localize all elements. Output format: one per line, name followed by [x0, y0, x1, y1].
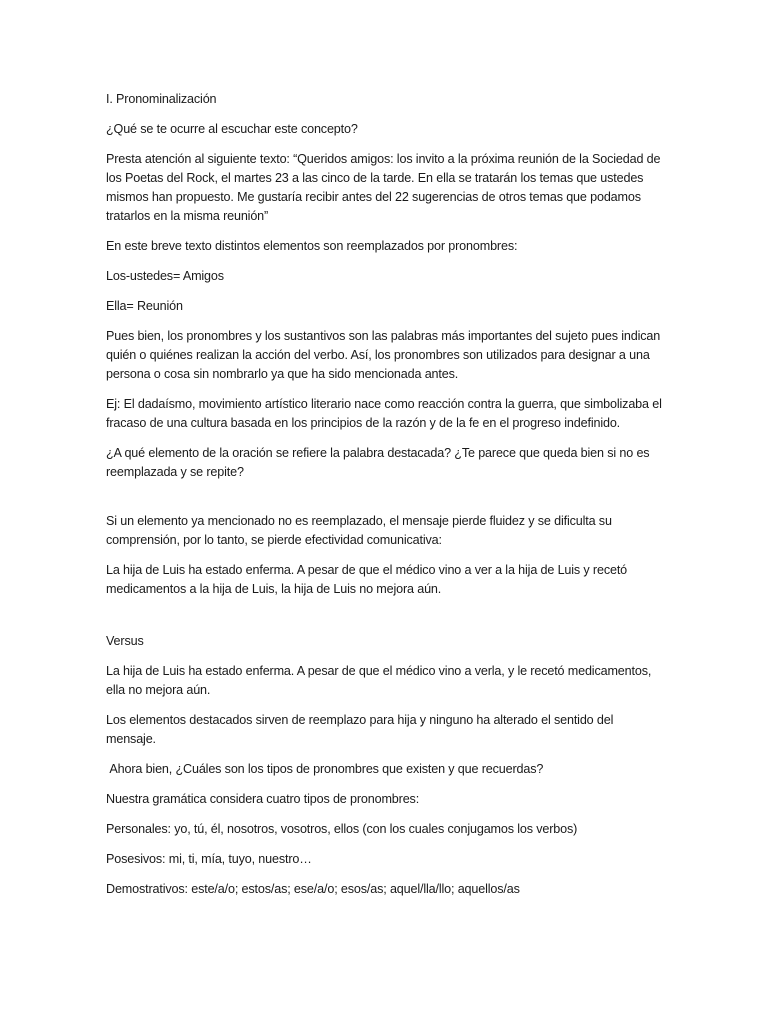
destacados-paragraph: Los elementos destacados sirven de reemplazo para hija y ninguno ha alterado el sentido del mensaje. [106, 713, 614, 746]
question-paragraph-2: ¿A qué elemento de la oración se refiere la palabra destacada? ¿Te parece que queda bien si no es reemplazada y se repite? [106, 446, 650, 479]
fluidity-paragraph: Si un elemento ya mencionado no es reemplazado, el mensaje pierde fluidez y se dificulta su comprensión, por lo tanto, se pierde efectividad comunicativa: [106, 514, 612, 547]
document-body [106, 90, 666, 910]
example-replaced-paragraph: La hija de Luis ha estado enferma. A pesar de que el médico vino a verla, y le recetó medicamentos, ella no mejora aún. [106, 664, 652, 697]
intro-paragraph: Presta atención al siguiente texto: “Queridos amigos: los invito a la próxima reunión de la Sociedad de los Poetas del Rock, el martes 23 a las cinco de la tarde. En ella se tratarán los temas que ustedes mismos han propuesto. Me gustaría recibir antes del 22 sugerencias de otros temas que podamos tratarlos en la misma reunión” [106, 152, 661, 223]
posesivos-line: Posesivos: mi, ti, mía, tuyo, nuestro… [106, 852, 312, 866]
example-dadaismo-paragraph: Ej: El dadaísmo, movimiento artístico literario nace como reacción contra la guerra, que simbolizaba el fracaso de una cultura basada en los principios de la razón y de la fe en el progreso indefinido. [106, 397, 662, 430]
explanation-paragraph: Pues bien, los pronombres y los sustantivos son las palabras más importantes del sujeto pues indican quién o quiénes realizan la acción del verbo. Así, los pronombres son utilizados para designar a una persona o cosa sin nombrarlo ya que ha sido mencionada antes. [106, 329, 661, 381]
question-paragraph-3: Ahora bien, ¿Cuáles son los tipos de pronombres que existen y que recuerdas? [106, 762, 544, 776]
section-heading: I. Pronominalización [106, 92, 217, 106]
personales-line: Personales: yo, tú, él, nosotros, vosotros, ellos (con los cuales conjugamos los verbos) [106, 822, 578, 836]
question-paragraph: ¿Qué se te ocurre al escuchar este concepto? [106, 122, 358, 136]
example-line-los: Los-ustedes= Amigos [106, 269, 224, 283]
types-intro-paragraph: Nuestra gramática considera cuatro tipos de pronombres: [106, 792, 420, 806]
replacement-intro-paragraph: En este breve texto distintos elementos son reemplazados por pronombres: [106, 239, 518, 253]
demostrativos-line: Demostrativos: este/a/o; estos/as; ese/a/o; esos/as; aquel/lla/llo; aquellos/as [106, 882, 520, 896]
example-line-ella: Ella= Reunión [106, 299, 183, 313]
example-repeat-paragraph: La hija de Luis ha estado enferma. A pesar de que el médico vino a ver a la hija de Luis y recetó medicamentos a la hija de Luis, la hija de Luis no mejora aún. [106, 563, 628, 596]
versus-label: Versus [106, 634, 144, 648]
